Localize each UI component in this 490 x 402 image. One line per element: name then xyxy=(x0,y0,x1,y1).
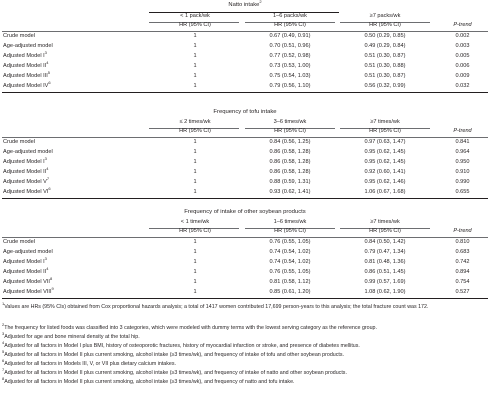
footnote xyxy=(2,322,488,332)
footnote xyxy=(2,331,488,341)
column-header: ≥7 times/wk xyxy=(370,219,400,225)
footnote-text: Adjusted for all factors in Model II plus current smoking, alcohol intake (≥3 times/wk), and frequency of intake of natto and other soybean products. xyxy=(4,370,347,376)
hr-value: 0.93 (0.62, 1.41) xyxy=(269,189,311,195)
p-trend-value: 0.754 xyxy=(455,279,470,285)
reference-value: 1 xyxy=(193,159,197,165)
footnote-marker: 1 xyxy=(2,301,5,307)
hr-value: 0.79 (0.56, 1.10) xyxy=(269,83,311,89)
row-label xyxy=(3,176,50,186)
hr-value: 0.97 (0.63, 1.47) xyxy=(364,139,406,145)
p-trend-value: 0.894 xyxy=(455,269,470,275)
hr-value: 0.84 (0.56, 1.25) xyxy=(269,139,311,145)
hr-value: 1.06 (0.67, 1.68) xyxy=(364,189,406,195)
hr-value: 0.95 (0.62, 1.45) xyxy=(364,149,406,155)
row-label-sup: 4 xyxy=(46,60,49,66)
reference-value: 1 xyxy=(193,249,197,255)
hr-value: 0.86 (0.51, 1.45) xyxy=(364,269,406,275)
p-trend-value: 0.990 xyxy=(455,179,470,185)
hr-value: 0.95 (0.62, 1.45) xyxy=(364,159,406,165)
footnote xyxy=(2,301,488,311)
hr-value: 0.77 (0.52, 0.98) xyxy=(269,53,311,59)
reference-value: 1 xyxy=(193,189,197,195)
column-header: ≥7 packs/wk xyxy=(369,13,401,19)
section-bottom-rule xyxy=(2,198,488,199)
p-trend-value: 0.810 xyxy=(455,239,470,245)
hr-value: 0.84 (0.50, 1.42) xyxy=(364,239,406,245)
column-subheader: HR (95% CI) xyxy=(369,22,401,28)
row-label xyxy=(3,256,47,266)
column-subheader: HR (95% CI) xyxy=(274,128,306,134)
footnote-marker: 5 xyxy=(2,349,5,355)
hr-value: 0.51 (0.30, 0.88) xyxy=(364,63,406,69)
footnote-text: Adjusted for all factors in Model II plus current smoking, alcohol intake (≥3 times/wk), and frequency of intake of tofu and other soybean products. xyxy=(4,352,344,358)
hr-value: 1.08 (0.62, 1.90) xyxy=(364,289,406,295)
hr-value: 0.81 (0.48, 1.36) xyxy=(364,259,406,265)
reference-value: 1 xyxy=(193,259,197,265)
row-label-text: Adjusted Model VII xyxy=(3,279,50,285)
section-title: Frequency of tofu intake xyxy=(213,109,277,115)
column-header: < 1 pack/wk xyxy=(180,13,210,19)
p-trend-value: 0.527 xyxy=(455,289,470,295)
p-trend-value: 0.009 xyxy=(455,73,470,79)
row-label xyxy=(3,276,53,286)
row-label-sup: 8 xyxy=(49,276,53,282)
hr-value: 0.74 (0.54, 1.02) xyxy=(269,249,311,255)
column-header: 1–6 packs/wk xyxy=(273,13,307,19)
column-header: ≤ 2 times/wk xyxy=(179,119,211,125)
row-label xyxy=(3,70,51,80)
row-label xyxy=(3,60,49,70)
p-trend-value: 0.032 xyxy=(455,83,470,89)
top-title-sup: 2 xyxy=(259,0,262,5)
row-label xyxy=(3,166,49,176)
p-trend-value: 0.003 xyxy=(455,43,470,49)
hr-value: 0.76 (0.55, 1.05) xyxy=(269,239,311,245)
hr-value: 0.85 (0.61, 1.20) xyxy=(269,289,311,295)
p-trend-value: 0.655 xyxy=(455,189,470,195)
reference-value: 1 xyxy=(193,289,197,295)
footnote xyxy=(2,367,488,377)
footnote-text: The frequency for listed foods was classified into 3 categories, which were modeled with dummy terms with the lowest serving category as the reference group. xyxy=(4,325,377,331)
p-trend-value: 0.002 xyxy=(455,33,470,39)
row-label-sup: 6 xyxy=(48,186,51,192)
hr-value: 0.51 (0.30, 0.87) xyxy=(364,53,406,59)
row-label xyxy=(3,50,47,60)
row-label-text: Adjusted Model I xyxy=(3,159,45,165)
reference-value: 1 xyxy=(193,169,197,175)
hr-value: 0.79 (0.47, 1.34) xyxy=(364,249,406,255)
hr-value: 0.67 (0.49, 0.91) xyxy=(269,33,311,39)
row-label-sup: 3 xyxy=(44,50,47,56)
p-trend-value: 0.742 xyxy=(455,259,470,265)
column-subheader: HR (95% CI) xyxy=(274,22,306,28)
row-label-sup: 4 xyxy=(46,266,49,272)
footnote-text: Adjusted for age and bone mineral density at the total hip. xyxy=(4,334,140,340)
hr-value: 0.99 (0.57, 1.69) xyxy=(364,279,406,285)
hr-value: 0.50 (0.29, 0.85) xyxy=(364,33,406,39)
hr-value: 0.49 (0.29, 0.84) xyxy=(364,43,406,49)
row-label-text: Adjusted Model I xyxy=(3,259,45,265)
hr-value: 0.86 (0.58, 1.28) xyxy=(269,159,311,165)
column-subheader: HR (95% CI) xyxy=(179,22,211,28)
reference-value: 1 xyxy=(193,149,197,155)
reference-value: 1 xyxy=(193,43,197,49)
hr-value: 0.56 (0.32, 0.99) xyxy=(364,83,406,89)
footnote xyxy=(2,376,488,386)
footnote-marker: 4 xyxy=(2,340,5,346)
row-label-text: Adjusted Model II xyxy=(3,269,47,275)
row-label xyxy=(3,149,53,156)
row-label-text: Crude model xyxy=(3,33,36,39)
footnote xyxy=(2,349,488,359)
row-label-text: Adjusted Model II xyxy=(3,63,47,69)
column-subheader: HR (95% CI) xyxy=(179,128,211,134)
hr-value: 0.73 (0.53, 1.00) xyxy=(269,63,311,69)
reference-value: 1 xyxy=(193,73,197,79)
section-bottom-rule xyxy=(2,298,488,299)
p-trend-value: 0.683 xyxy=(455,249,470,255)
column-header: ≥7 times/wk xyxy=(370,119,400,125)
reference-value: 1 xyxy=(193,33,197,39)
column-subheader: HR (95% CI) xyxy=(369,128,401,134)
row-label-text: Age-adjusted model xyxy=(3,43,53,49)
section-bottom-rule xyxy=(2,92,488,93)
hr-value: 0.92 (0.60, 1.41) xyxy=(364,169,406,175)
reference-value: 1 xyxy=(193,269,197,275)
hr-value: 0.76 (0.55, 1.05) xyxy=(269,269,311,275)
header-bottom-rule xyxy=(2,31,488,32)
footnote-text: Values are HRs (95% CIs) obtained from Cox proportional hazards analysis; a total of 1417 women contributed 17,699 person-years to this analysis; the total fracture count was 172. xyxy=(4,304,429,310)
row-label xyxy=(3,266,49,276)
row-label-sup: 9 xyxy=(51,286,54,292)
reference-value: 1 xyxy=(193,63,197,69)
row-label xyxy=(3,33,35,40)
column-subheader: HR (95% CI) xyxy=(274,228,306,234)
row-label-text: Adjusted Model I xyxy=(3,53,45,59)
p-trend-value: 0.005 xyxy=(455,53,470,59)
reference-value: 1 xyxy=(193,279,197,285)
row-label-text: Adjusted Model VIII xyxy=(3,289,52,295)
row-label xyxy=(3,286,54,296)
row-label xyxy=(3,239,35,246)
p-trend-value: 0.841 xyxy=(455,139,470,145)
p-trend-header: P-trend xyxy=(453,228,472,234)
p-trend-header: P-trend xyxy=(453,22,472,28)
row-label-text: Adjusted Model V xyxy=(3,179,47,185)
row-label-text: Adjusted Model VI xyxy=(3,189,49,195)
row-label-sup: 7 xyxy=(46,176,50,182)
footnote-marker: 2 xyxy=(2,322,5,328)
column-subheader: HR (95% CI) xyxy=(179,228,211,234)
footnote-marker: 8 xyxy=(2,376,5,382)
footnote-marker: 6 xyxy=(2,358,5,364)
row-label-text: Crude model xyxy=(3,139,36,145)
hr-value: 0.88 (0.59, 1.31) xyxy=(269,179,311,185)
row-label-sup: 3 xyxy=(44,256,47,262)
footnote-marker: 7 xyxy=(2,367,5,373)
header-bottom-rule xyxy=(2,137,488,138)
p-trend-value: 0.950 xyxy=(455,159,470,165)
column-header: 3–6 times/wk xyxy=(273,119,307,125)
row-label-text: Adjusted Model III xyxy=(3,73,48,79)
column-header: < 1 time/wk xyxy=(180,219,210,225)
row-label xyxy=(3,139,35,146)
row-label-sup: 4 xyxy=(46,166,49,172)
row-label-text: Age-adjusted model xyxy=(3,249,53,255)
footnote xyxy=(2,358,488,368)
row-label-text: Crude model xyxy=(3,239,36,245)
footnote-text: Adjusted for all factors in Model I plus BMI, history of osteoporotic fractures, history of myocardial infarction or stroke, and presence of diabetes mellitus. xyxy=(4,343,360,349)
footnote-text: Adjusted for all factors in Models III, V, or VII plus dietary calcium intakes. xyxy=(4,361,176,367)
hr-value: 0.86 (0.58, 1.28) xyxy=(269,169,311,175)
hr-value: 0.81 (0.58, 1.12) xyxy=(269,279,311,285)
row-label xyxy=(3,80,51,90)
section-title: Frequency of intake of other soybean products xyxy=(184,209,306,215)
top-title-text: Natto intake xyxy=(228,2,260,8)
footnote xyxy=(2,340,488,350)
row-label-text: Age-adjusted model xyxy=(3,149,53,155)
row-label xyxy=(3,156,47,166)
row-label xyxy=(3,249,53,256)
row-label-sup: 6 xyxy=(48,80,51,86)
footnote-marker: 3 xyxy=(2,331,5,337)
header-bottom-rule xyxy=(2,237,488,238)
hr-value: 0.51 (0.30, 0.87) xyxy=(364,73,406,79)
footnote-text: Adjusted for all factors in Model II plus current smoking, alcohol intake (≥3 times/wk), and frequency of natto and tofu intake. xyxy=(4,379,295,385)
hr-value: 0.70 (0.51, 0.96) xyxy=(269,43,311,49)
reference-value: 1 xyxy=(193,139,197,145)
top-title xyxy=(150,2,340,9)
reference-value: 1 xyxy=(193,179,197,185)
p-trend-header: P-trend xyxy=(453,128,472,134)
hr-value: 0.75 (0.54, 1.03) xyxy=(269,73,311,79)
hr-value: 0.95 (0.62, 1.46) xyxy=(364,179,406,185)
row-label-text: Adjusted Model IV xyxy=(3,83,49,89)
row-label-sup: 5 xyxy=(47,70,51,76)
p-trend-value: 0.964 xyxy=(455,149,470,155)
hr-value: 0.86 (0.58, 1.28) xyxy=(269,149,311,155)
row-label-sup: 3 xyxy=(44,156,47,162)
p-trend-value: 0.910 xyxy=(455,169,470,175)
column-header: 1–6 times/wk xyxy=(273,219,307,225)
row-label xyxy=(3,186,51,196)
reference-value: 1 xyxy=(193,83,197,89)
column-subheader: HR (95% CI) xyxy=(369,228,401,234)
reference-value: 1 xyxy=(193,53,197,59)
row-label xyxy=(3,43,53,50)
hr-value: 0.74 (0.54, 1.02) xyxy=(269,259,311,265)
row-label-text: Adjusted Model II xyxy=(3,169,47,175)
reference-value: 1 xyxy=(193,239,197,245)
p-trend-value: 0.006 xyxy=(455,63,470,69)
